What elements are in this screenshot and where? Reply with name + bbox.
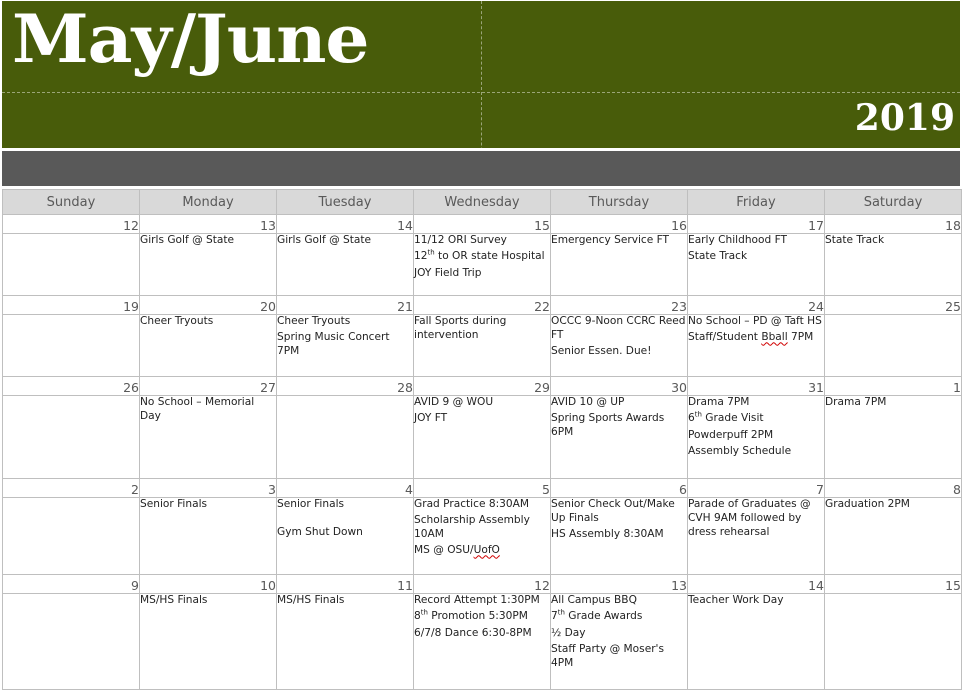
day-cell [140,396,277,479]
date-number: 5 [414,479,551,498]
date-number: 7 [688,479,825,498]
header-divider-bar [2,151,960,186]
event-item: AVID 10 @ UP [551,396,625,408]
date-number: 9 [3,575,140,594]
event-item: Senior Essen. Due! [551,345,652,358]
day-cell [277,498,414,575]
event-item: MS/HS Finals [140,594,208,606]
date-number: 13 [140,215,277,234]
date-number: 23 [551,296,688,315]
day-cell [414,315,551,377]
date-number: 31 [688,377,825,396]
day-cell [3,315,140,377]
weekday-monday: Monday [140,190,277,215]
event-item: All Campus BBQ [551,594,637,606]
day-cell [825,396,962,479]
day-cell [140,498,277,575]
day-cell [688,234,825,296]
date-number: 12 [414,575,551,594]
weekday-saturday: Saturday [825,190,962,215]
event-item: Assembly Schedule [688,444,792,457]
day-cell [3,594,140,690]
day-cell [3,396,140,479]
weekday-wednesday: Wednesday [414,190,551,215]
event-item: Gym Shut Down [277,526,363,539]
event-item: No School – PD @ Taft HS [688,315,822,327]
date-number: 29 [414,377,551,396]
day-cell [414,396,551,479]
day-cell [277,396,414,479]
events-row [3,315,962,377]
date-number: 15 [825,575,962,594]
date-number: 14 [688,575,825,594]
event-item: Emergency Service FT [551,234,670,246]
day-cell [551,396,688,479]
weekday-friday: Friday [688,190,825,215]
day-cell [3,498,140,575]
date-number: 14 [277,215,414,234]
day-cell [825,594,962,690]
event-item: 7th Grade Awards [551,608,643,623]
day-cell [688,594,825,690]
header-guide-horizontal [2,92,960,93]
event-item: Senior Check Out/Make Up Finals [551,498,675,524]
event-item: Teacher Work Day [688,594,784,606]
event-item: Fall Sports during intervention [414,315,507,341]
weekday-sunday: Sunday [3,190,140,215]
page-title: May/June [12,0,369,78]
date-number: 13 [551,575,688,594]
event-item: 12th to OR state Hospital [414,248,545,263]
event-item: Spring Music Concert 7PM [277,331,390,358]
date-number: 28 [277,377,414,396]
date-number: 25 [825,296,962,315]
day-cell [688,396,825,479]
event-item: HS Assembly 8:30AM [551,528,664,541]
weekday-tuesday: Tuesday [277,190,414,215]
date-number: 16 [551,215,688,234]
date-number: 30 [551,377,688,396]
date-number: 3 [140,479,277,498]
event-item: 8th Promotion 5:30PM [414,608,528,623]
date-number: 10 [140,575,277,594]
event-item: Grad Practice 8:30AM [414,498,530,510]
event-item: Drama 7PM [825,396,887,408]
date-number: 18 [825,215,962,234]
date-row [3,479,962,498]
day-cell [140,315,277,377]
event-item: Staff/Student Bball 7PM [688,331,814,344]
event-item: Cheer Tryouts [277,315,351,327]
day-cell [414,498,551,575]
date-row [3,377,962,396]
events-row [3,234,962,296]
event-item: Spring Sports Awards 6PM [551,412,665,439]
day-cell [414,234,551,296]
event-item: 6th Grade Visit [688,410,764,425]
event-item: Drama 7PM [688,396,750,408]
day-cell [140,234,277,296]
date-number: 19 [3,296,140,315]
day-cell [551,498,688,575]
event-item: State Track [825,234,885,246]
day-cell [140,594,277,690]
event-item: MS/HS Finals [277,594,345,606]
event-item: Parade of Graduates @ CVH 9AM followed by dress rehearsal [688,498,811,538]
event-item: Record Attempt 1:30PM [414,594,540,606]
event-item: MS @ OSU/UofO [414,544,500,557]
event-item: ½ Day [551,626,586,639]
date-number: 20 [140,296,277,315]
date-number: 12 [3,215,140,234]
day-cell [825,498,962,575]
event-item: Graduation 2PM [825,498,910,510]
date-number: 4 [277,479,414,498]
date-number: 15 [414,215,551,234]
day-cell [825,234,962,296]
date-number: 11 [277,575,414,594]
day-cell [551,315,688,377]
weekday-header-row [3,190,962,215]
day-cell [688,315,825,377]
event-spacer [277,514,413,526]
event-item: Girls Golf @ State [140,234,235,246]
event-item: Girls Golf @ State [277,234,372,246]
date-row [3,215,962,234]
date-number: 24 [688,296,825,315]
events-row [3,498,962,575]
year-label: 2019 [854,97,955,139]
events-row [3,594,962,690]
event-item: No School – Memorial Day [140,396,255,422]
day-cell [551,234,688,296]
day-cell [825,315,962,377]
events-row [3,396,962,479]
date-number: 21 [277,296,414,315]
date-number: 17 [688,215,825,234]
date-number: 8 [825,479,962,498]
day-cell [414,594,551,690]
event-item: Staff Party @ Moser's 4PM [551,642,664,669]
day-cell [277,594,414,690]
event-item: Scholarship Assembly 10AM [414,514,530,541]
date-number: 22 [414,296,551,315]
event-item: Powderpuff 2PM [688,428,774,441]
date-number: 1 [825,377,962,396]
date-number: 27 [140,377,277,396]
weekday-thursday: Thursday [551,190,688,215]
event-item: JOY FT [414,412,448,425]
event-item: State Track [688,250,748,263]
date-number: 6 [551,479,688,498]
event-item: AVID 9 @ WOU [414,396,494,408]
event-item: OCCC 9-Noon CCRC Reed FT [551,315,686,341]
event-item: 6/7/8 Dance 6:30-8PM [414,626,532,639]
day-cell [3,234,140,296]
event-item: Early Childhood FT [688,234,787,246]
date-number: 2 [3,479,140,498]
day-cell [277,315,414,377]
date-row [3,575,962,594]
event-item: Senior Finals [277,498,345,510]
day-cell [277,234,414,296]
event-item: Cheer Tryouts [140,315,214,327]
event-item: JOY Field Trip [414,266,482,279]
calendar-grid [2,189,962,690]
event-item: Senior Finals [140,498,208,510]
event-item: 11/12 ORI Survey [414,234,507,246]
date-row [3,296,962,315]
date-number: 26 [3,377,140,396]
day-cell [688,498,825,575]
day-cell [551,594,688,690]
